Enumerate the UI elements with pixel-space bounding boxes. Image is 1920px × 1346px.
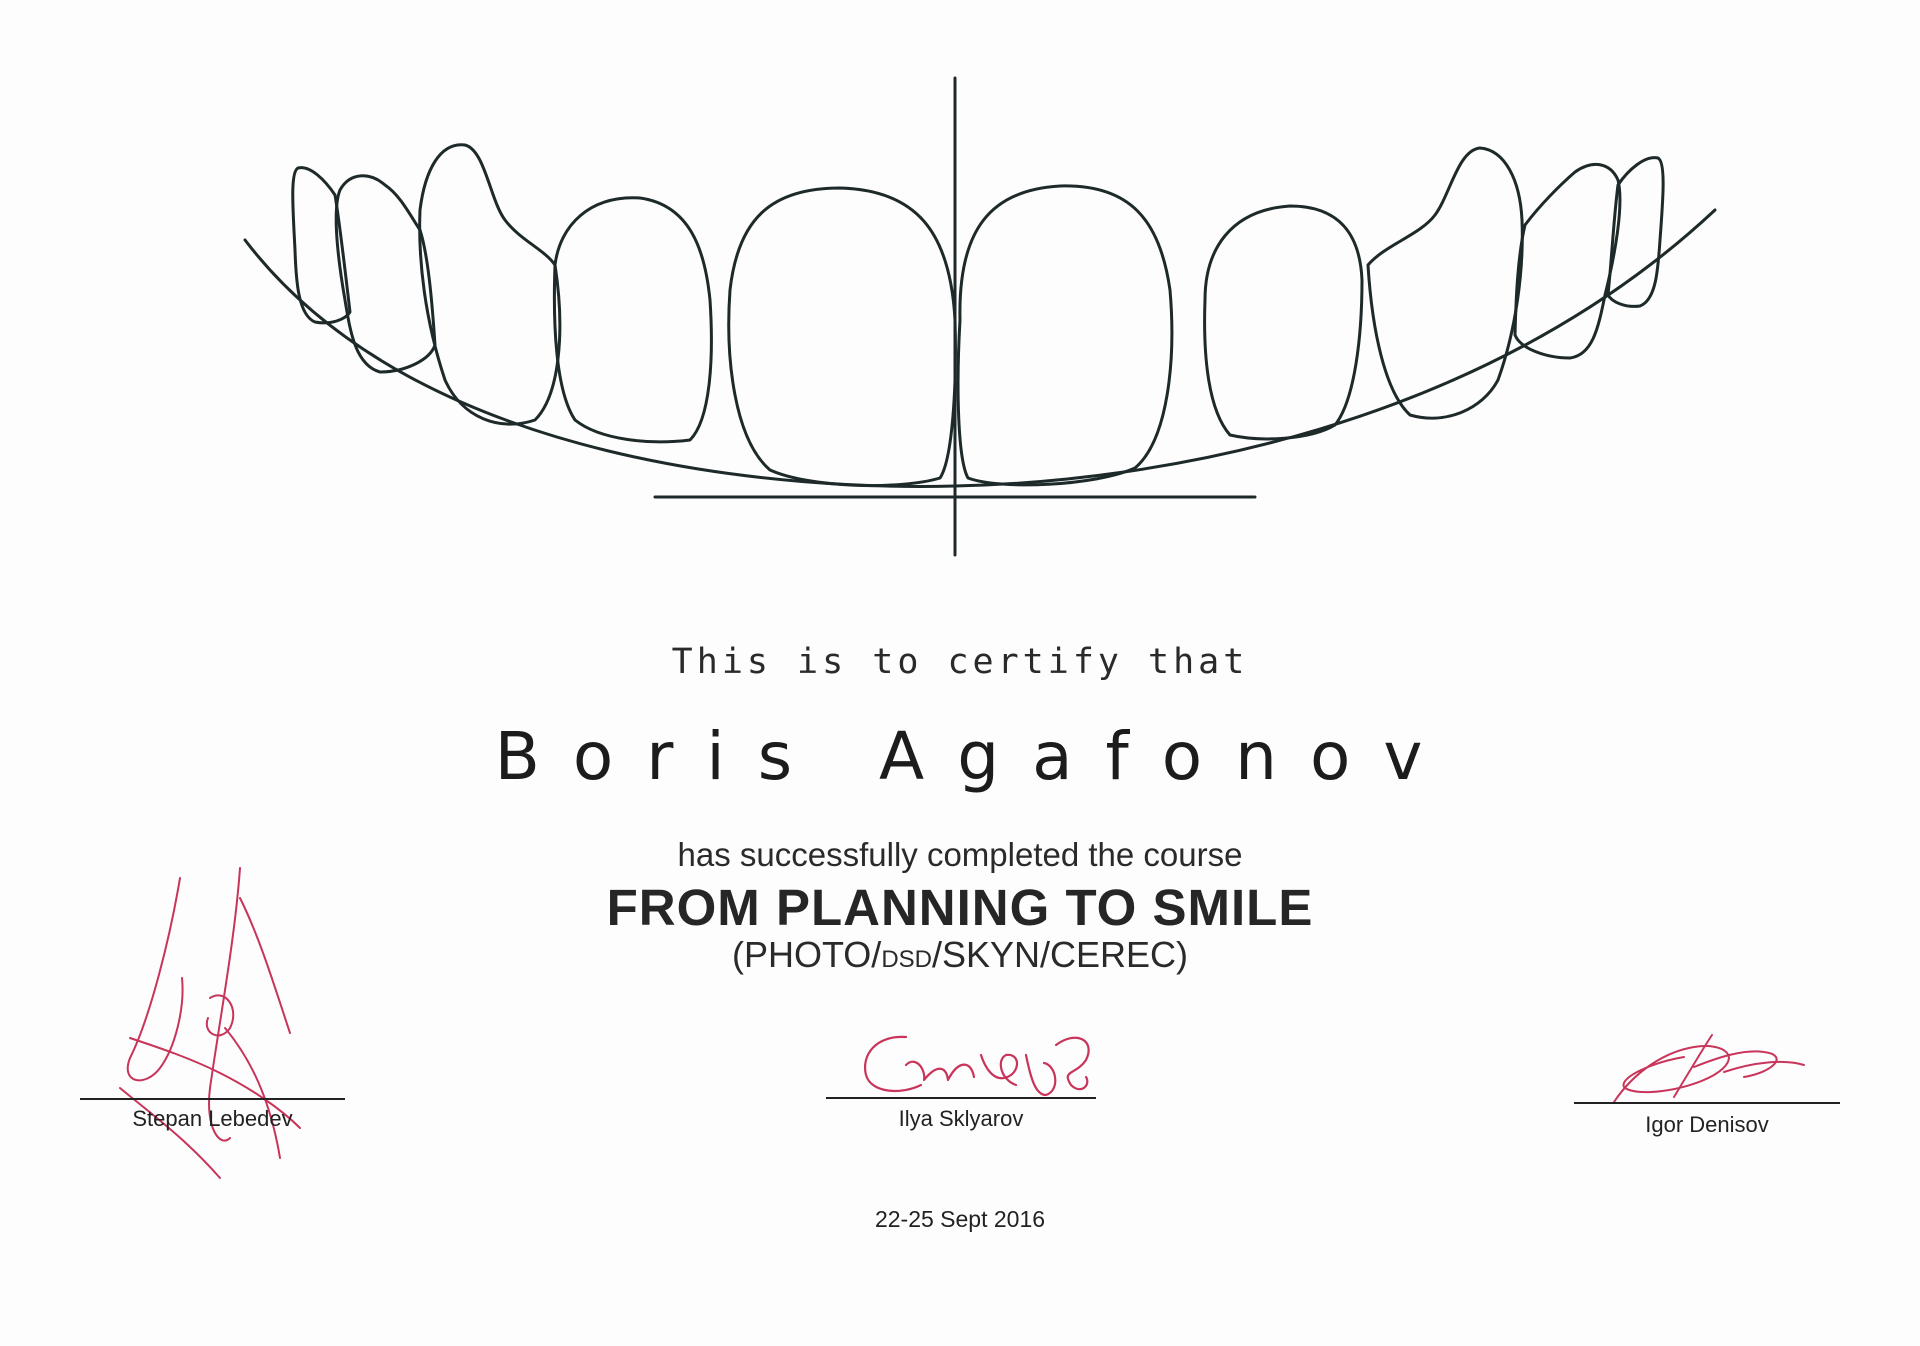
signatory-name-center: Ilya Sklyarov [898, 1106, 1024, 1131]
signature-stepan-lebedev [90, 858, 350, 1198]
certify-intro: This is to certify that [671, 642, 1249, 682]
course-subtitle-small: DSD [881, 946, 932, 973]
signatory-name-left: Stepan Lebedev [132, 1106, 293, 1131]
course-subtitle-suffix: /SKYN/CEREC) [931, 934, 1189, 975]
signature-line-center [826, 1097, 1096, 1099]
recipient-name: Boris Agafonov [494, 718, 1456, 795]
signatory-name-right: Igor Denisov [1645, 1112, 1769, 1137]
signature-line-right [1574, 1102, 1840, 1104]
teeth-smile-illustration [0, 0, 1920, 600]
signature-line-left [80, 1098, 345, 1100]
signature-ilya-sklyarov [846, 1025, 1106, 1105]
completed-text: has successfully completed the course [677, 836, 1243, 873]
course-subtitle-prefix: (PHOTO/ [731, 934, 882, 975]
course-title: FROM PLANNING TO SMILE [606, 879, 1314, 936]
smile-arc [245, 210, 1715, 486]
course-date: 22-25 Sept 2016 [874, 1206, 1046, 1232]
